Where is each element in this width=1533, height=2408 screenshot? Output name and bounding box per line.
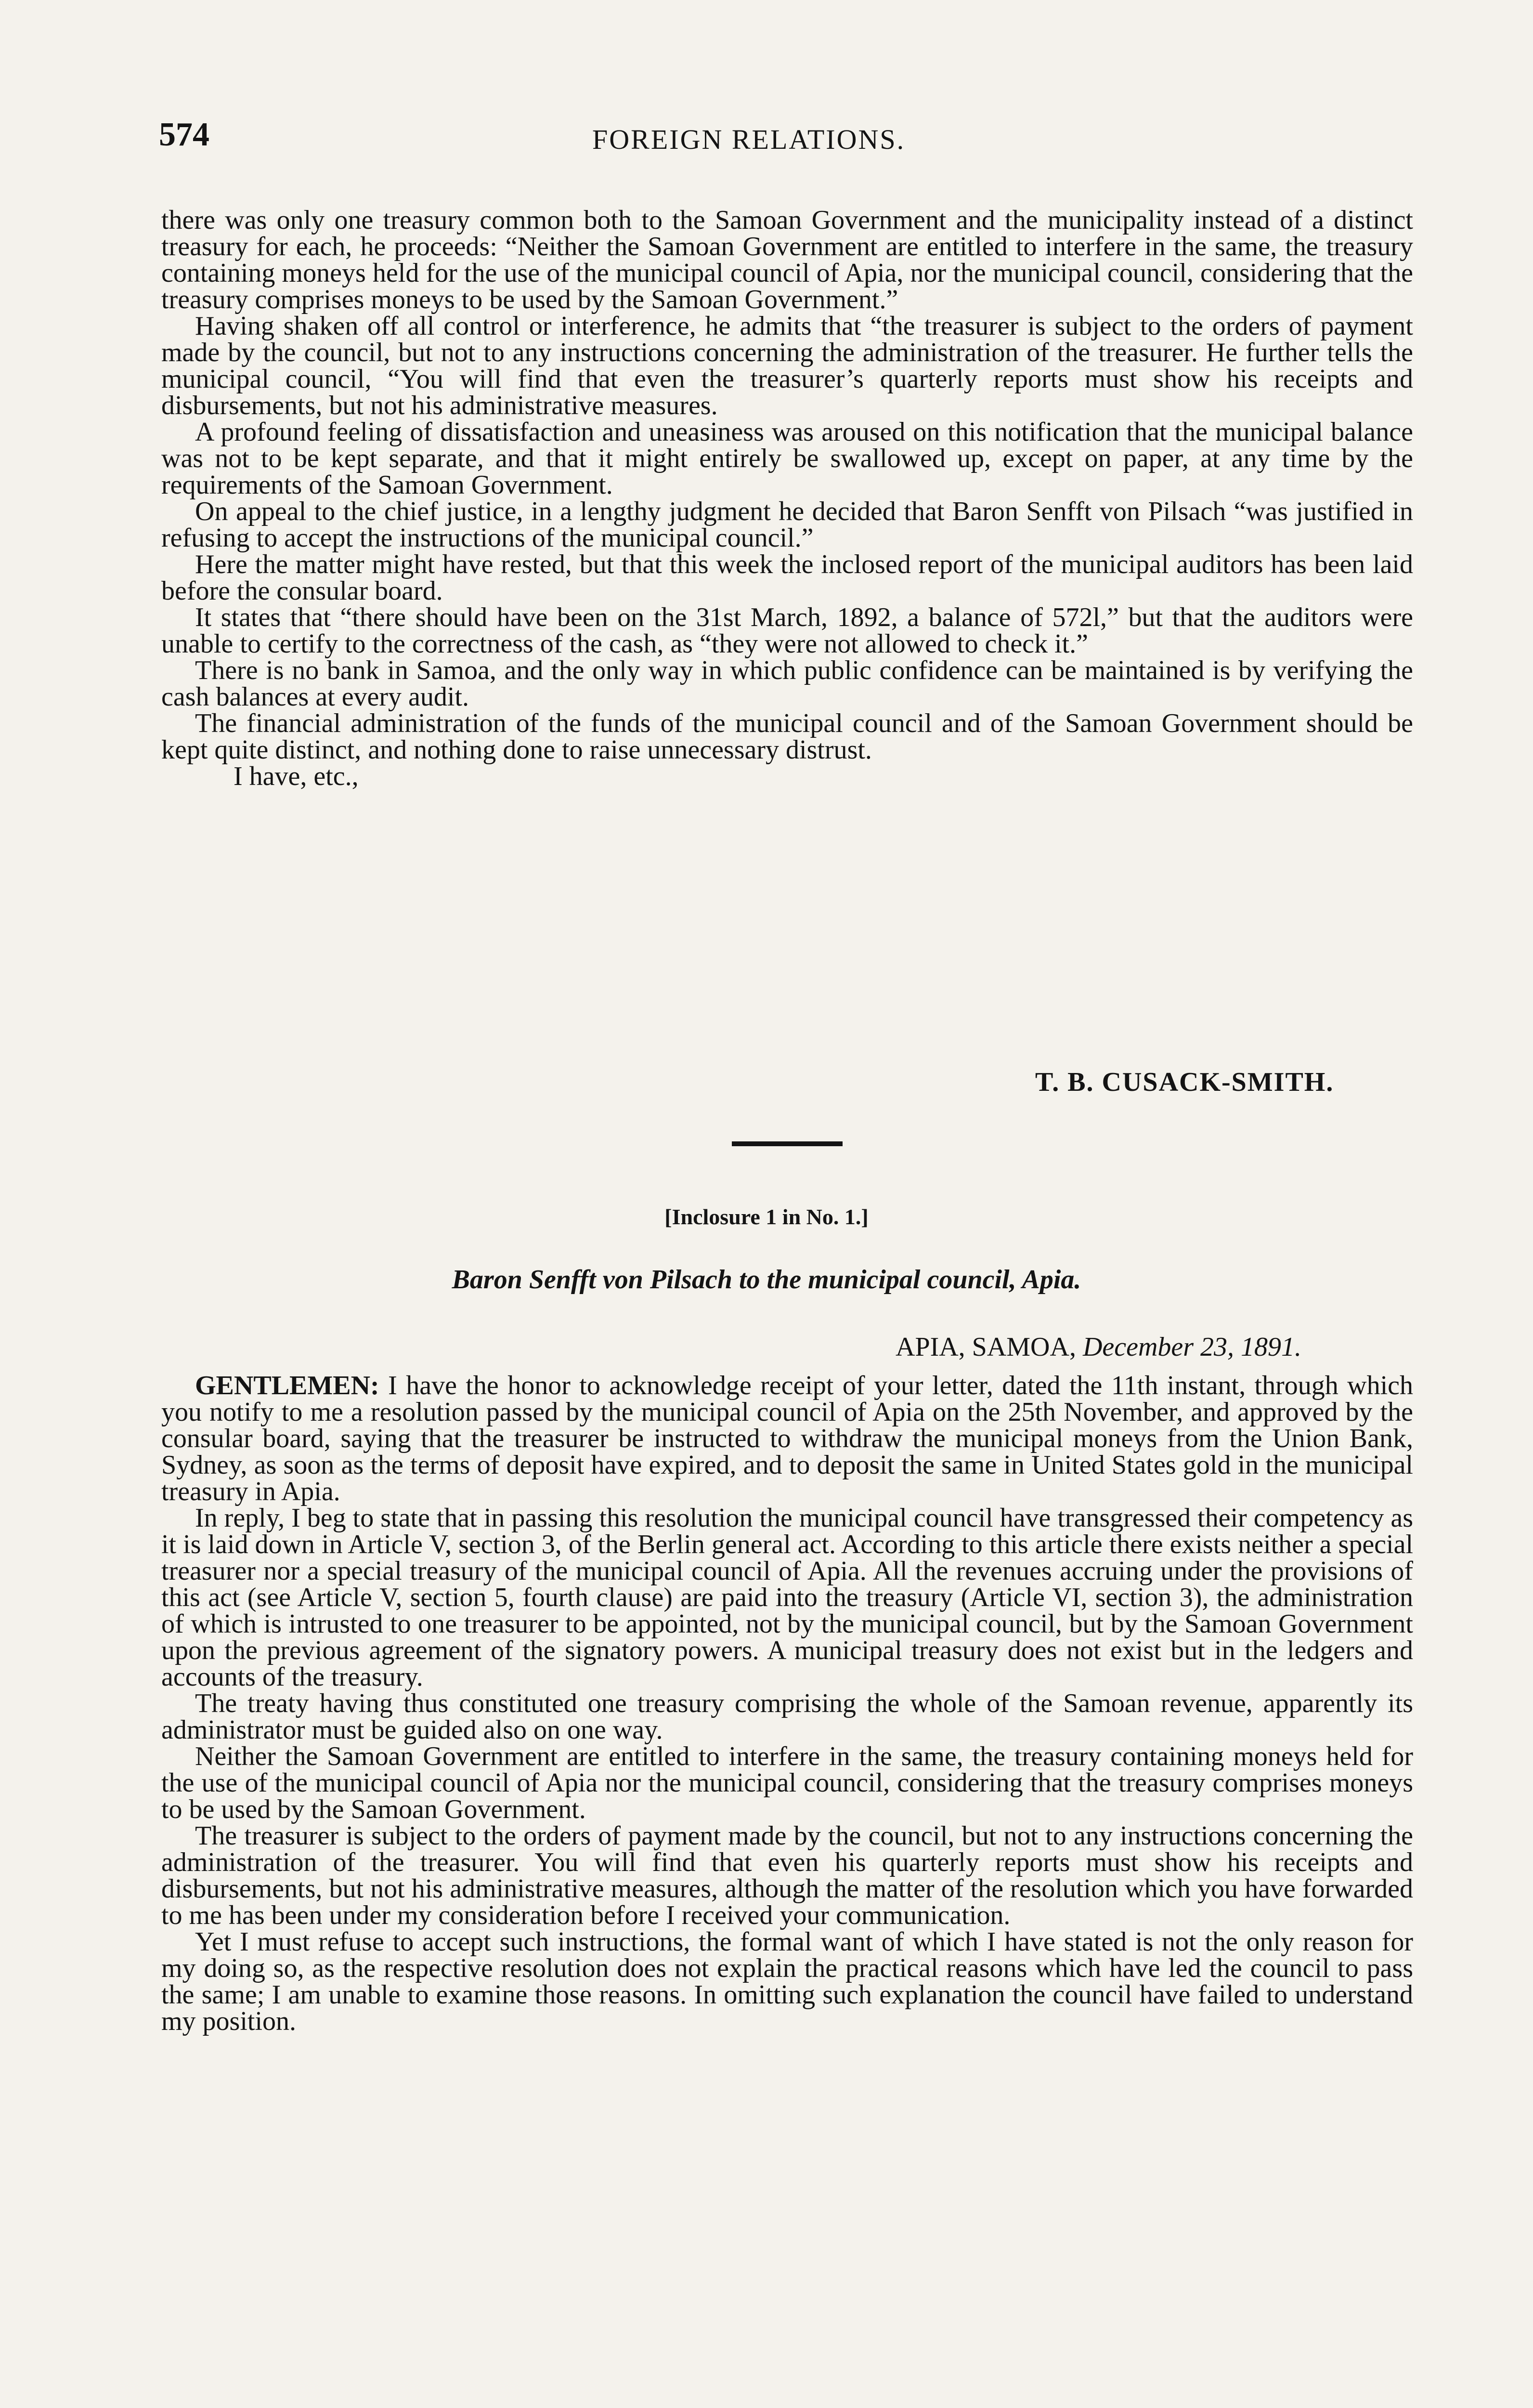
- salutation: GENTLEMEN:: [195, 1371, 379, 1400]
- paragraph: Yet I must refuse to accept such instructions, the formal want of which I have stated is not the only reason for my doing so, as the respective resolution does not explain the practical reasons which have led the council to pass the same; I am unable to examine those reasons. In omitting such explanation the council have failed to understand my position.: [161, 1927, 1413, 2036]
- dateline: [896, 1332, 1301, 1362]
- paragraph: On appeal to the chief justice, in a lengthy judgment he decided that Baron Senfft von Pilsach “was justified in refusing to accept the instructions of the municipal council.”: [161, 497, 1413, 553]
- inclosure-label: [Inclosure 1 in No. 1.]: [664, 1204, 869, 1229]
- closing-line: I have, etc.,: [234, 761, 359, 791]
- dateline-place: APIA, SAMOA,: [896, 1332, 1076, 1362]
- running-head: FOREIGN RELATIONS.: [592, 124, 906, 155]
- paragraph: The treaty having thus constituted one treasury comprising the whole of the Samoan revenue, apparently its administrator must be guided also on one way.: [161, 1688, 1413, 1745]
- paragraph: A profound feeling of dissatisfaction and uneasiness was aroused on this notification that the municipal balance was not to be kept separate, and that it might entirely be swallowed up, except on paper, at any time by the requirements of the Samoan Government.: [161, 417, 1413, 500]
- paragraph: The financial administration of the funds of the municipal council and of the Samoan Government should be kept quite distinct, and nothing done to raise unnecessary distrust.: [161, 708, 1413, 765]
- signature: T. B. CUSACK-SMITH.: [1035, 1067, 1334, 1097]
- paragraph: Here the matter might have rested, but that this week the inclosed report of the municipal auditors has been laid before the consular board.: [161, 550, 1413, 606]
- section-divider: [732, 1141, 843, 1146]
- paragraph: Having shaken off all control or interference, he admits that “the treasurer is subject to the orders of payment made by the council, but not to any instructions concerning the administration of the treasurer. He further tells the municipal council, “You will find that even the treasurer’s quarterly reports must show his receipts and disbursements, but not his administrative measures.: [161, 311, 1413, 420]
- paragraph: In reply, I beg to state that in passing this resolution the municipal council have transgressed their competency as it is laid down in Article V, section 3, of the Berlin general act. According to this article there exists neither a special treasurer nor a special treasury of the municipal council of Apia. All the revenues accruing under the provisions of this act (see Article V, section 5, fourth clause) are paid into the treasury (Article VI, section 3), the administration of which is intrusted to one treasurer to be appointed, not by the municipal council, but by the Samoan Government upon the previous agreement of the signatory powers. A municipal treasury does not exist but in the ledgers and accounts of the treasury.: [161, 1503, 1413, 1692]
- letter-body: [161, 1373, 1413, 2035]
- paragraph: The treasurer is subject to the orders of payment made by the council, but not to any instructions concerning the administration of the treasurer. You will find that even his quarterly reports must show his receipts and disbursements, but not his administrative measures, although the matter of the resolution which you have forwarded to me has been under my consideration before I received your communication.: [161, 1821, 1413, 1930]
- page-number: 574: [159, 116, 209, 153]
- dateline-date: December 23, 1891.: [1082, 1332, 1302, 1362]
- paragraph: It states that “there should have been on the 31st March, 1892, a balance of 572l,” but that the auditors were unable to certify to the correctness of the cash, as “they were not allowed to check it.”: [161, 602, 1413, 659]
- letter-opening: [161, 1373, 1413, 1505]
- paragraph: There is no bank in Samoa, and the only way in which public confidence can be maintained is by verifying the cash balances at every audit.: [161, 655, 1413, 712]
- paragraph: there was only one treasury common both to the Samoan Government and the municipality instead of a distinct treasury for each, he proceeds: “Neither the Samoan Government are entitled to interfere in the same, the treasury containing moneys held for the use of the municipal council of Apia, nor the municipal council, considering that the treasury comprises moneys to be used by the Samoan Government.”: [161, 205, 1413, 314]
- first-paragraph-text: I have the honor to acknowledge receipt of your letter, dated the 11th instant, through which you notify to me a resolution passed by the municipal council of Apia on the 25th November, and approved by the consular board, saying that the treasurer be instructed to withdraw the municipal moneys from the Union Bank, Sydney, as soon as the terms of deposit have expired, and to deposit the same in United States gold in the municipal treasury in Apia.: [161, 1371, 1414, 1506]
- paragraph: Neither the Samoan Government are entitled to interfere in the same, the treasury containing moneys held for the use of the municipal council of Apia nor the municipal council, considering that the treasury comprises moneys to be used by the Samoan Government.: [161, 1741, 1413, 1824]
- page-header: [159, 116, 1391, 164]
- dispatch-body: [161, 207, 1413, 790]
- letter-heading: Baron Senfft von Pilsach to the municipal council, Apia.: [452, 1265, 1081, 1295]
